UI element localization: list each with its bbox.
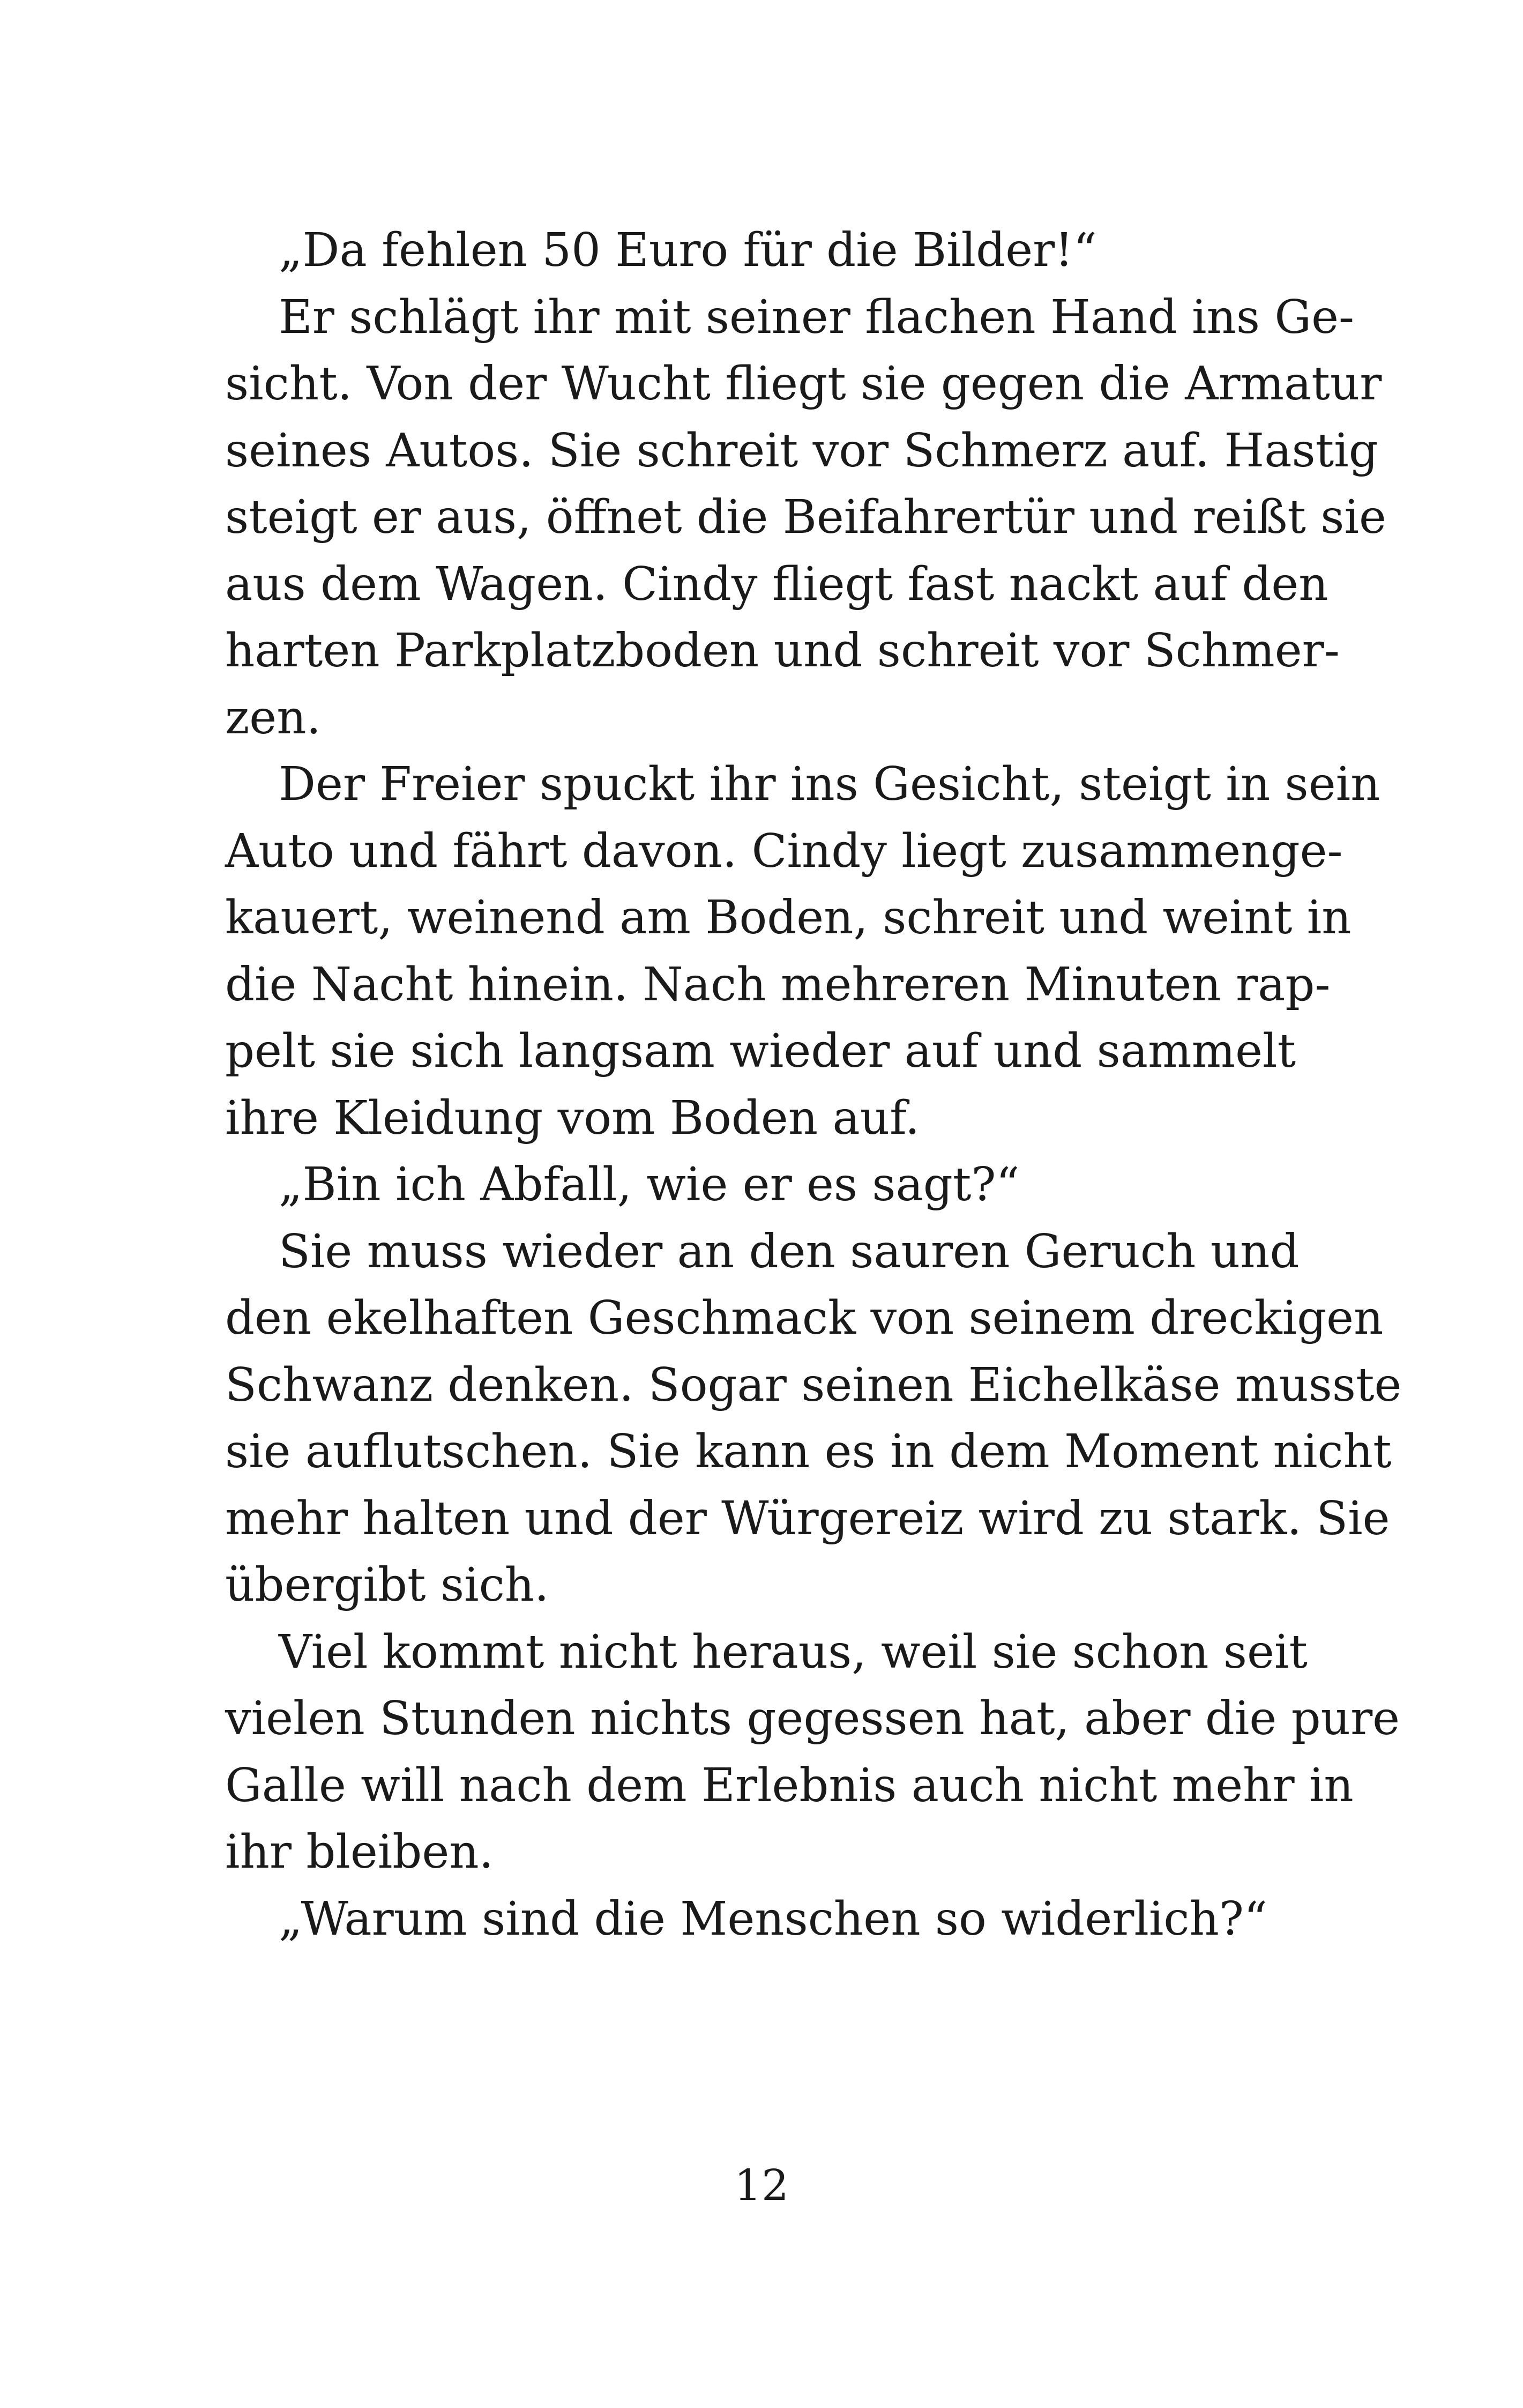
text-line: aus dem Wagen. Cindy fliegt fast nackt auf den	[225, 557, 1328, 611]
text-line: „Da fehlen 50 Euro für die Bilder!“	[279, 224, 1097, 277]
text-line: Der Freier spuckt ihr ins Gesicht, steigt in sein	[279, 757, 1380, 811]
text-line: kauert, weinend am Boden, schreit und weint in	[225, 891, 1352, 945]
text-line: zen.	[225, 690, 321, 745]
text-line: sie auflutschen. Sie kann es in dem Moment nicht	[225, 1425, 1392, 1478]
text-line: seines Autos. Sie schreit vor Schmerz auf. Hastig	[225, 423, 1378, 478]
text-line: übergibt sich.	[225, 1558, 549, 1612]
text-line: „Warum sind die Menschen so widerlich?“	[279, 1892, 1267, 1946]
text-line: Schwanz denken. Sogar seinen Eichelkäse musste	[225, 1358, 1402, 1412]
page-number: 12	[734, 2160, 789, 2210]
text-line: den ekelhaften Geschmack von seinem dreckigen	[225, 1291, 1384, 1345]
text-line: harten Parkplatzboden und schreit vor Schmer-	[225, 624, 1340, 678]
text-line: pelt sie sich langsam wieder auf und sammelt	[225, 1024, 1296, 1078]
body-text	[225, 217, 1402, 1952]
text-line: Er schlägt ihr mit seiner flachen Hand ins Ge-	[279, 290, 1355, 344]
text-line: steigt er aus, öffnet die Beifahrertür und reißt sie	[225, 490, 1386, 544]
text-line: Sie muss wieder an den sauren Geruch und	[279, 1224, 1300, 1279]
text-line: mehr halten und der Würgereiz wird zu stark. Sie	[225, 1491, 1390, 1545]
text-line: sicht. Von der Wucht fliegt sie gegen die Armatur	[225, 357, 1382, 411]
text-line: die Nacht hinein. Nach mehreren Minuten rap-	[225, 957, 1331, 1012]
text-line: „Bin ich Abfall, wie er es sagt?“	[279, 1158, 1020, 1212]
text-line: Galle will nach dem Erlebnis auch nicht mehr in	[225, 1758, 1354, 1812]
text-line: Auto und fährt davon. Cindy liegt zusammenge-	[225, 824, 1343, 878]
text-line: Viel kommt nicht heraus, weil sie schon seit	[279, 1625, 1308, 1679]
text-line: vielen Stunden nichts gegessen hat, aber die pure	[225, 1692, 1400, 1745]
text-line: ihr bleiben.	[225, 1825, 494, 1879]
text-line: ihre Kleidung vom Boden auf.	[225, 1091, 920, 1145]
